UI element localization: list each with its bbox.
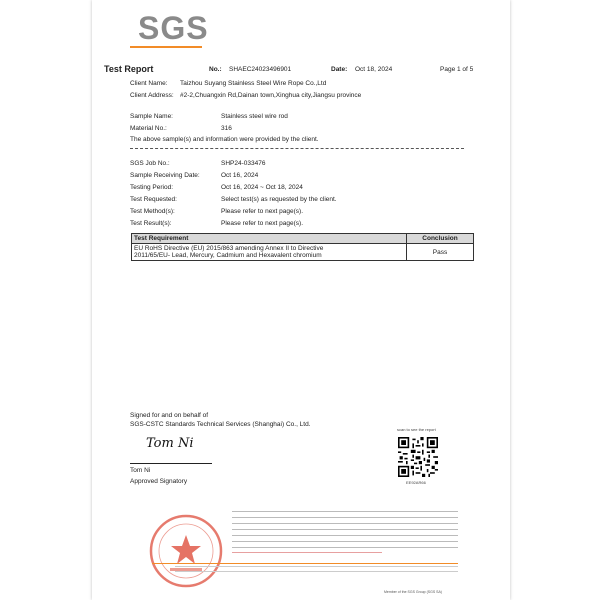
sample-name-label: Sample Name: bbox=[130, 113, 173, 120]
report-no-value: SHAEC24023496901 bbox=[229, 66, 292, 73]
company-seal-icon bbox=[148, 513, 224, 589]
requirement-cell bbox=[132, 244, 407, 261]
company-name: SGS-CSTC Standards Technical Services (Shanghai) Co., Ltd. bbox=[130, 421, 311, 428]
testing-period-value: Oct 16, 2024 ~ Oct 18, 2024 bbox=[221, 184, 303, 191]
requirement-line-2: 2011/65/EU- Lead, Mercury, Cadmium and Hexavalent chromium bbox=[134, 252, 322, 259]
report-date-label: Date: bbox=[331, 66, 348, 73]
footer-address-line bbox=[175, 571, 458, 572]
fine-print-line bbox=[232, 547, 458, 548]
job-no-value: SHP24-033476 bbox=[221, 160, 266, 167]
test-requested-value: Select test(s) as requested by the client. bbox=[221, 196, 337, 203]
page-number: Page 1 of 5 bbox=[440, 66, 474, 73]
table-header-row bbox=[132, 234, 474, 244]
sample-note: The above sample(s) and information were provided by the client. bbox=[130, 136, 319, 143]
table-header-requirement: Test Requirement bbox=[132, 234, 407, 244]
fine-print-line bbox=[232, 552, 382, 553]
sample-name-value: Stainless steel wire rod bbox=[221, 113, 288, 120]
test-method-value: Please refer to next page(s). bbox=[221, 208, 304, 215]
test-method-label: Test Method(s): bbox=[130, 208, 175, 215]
fine-print-line bbox=[232, 523, 458, 524]
table-header-conclusion: Conclusion bbox=[407, 234, 474, 244]
fine-print-line bbox=[232, 517, 458, 518]
qr-code-id: EE92AR66 bbox=[406, 480, 426, 485]
sgs-member-note: Member of the SGS Group (SGS SA) bbox=[384, 590, 442, 594]
report-title: Test Report bbox=[104, 64, 154, 74]
signed-on-behalf: Signed for and on behalf of bbox=[130, 412, 209, 419]
fine-print-line bbox=[232, 529, 458, 530]
client-name-value: Taizhou Suyang Stainless Steel Wire Rope Co.,Ltd bbox=[180, 80, 327, 87]
signatory-role: Approved Signatory bbox=[130, 478, 188, 485]
conclusion-cell: Pass bbox=[407, 244, 474, 261]
job-no-label: SGS Job No.: bbox=[130, 160, 170, 167]
material-no-label: Material No.: bbox=[130, 125, 167, 132]
fine-print-line bbox=[232, 535, 458, 536]
report-no-label: No.: bbox=[209, 66, 222, 73]
testing-period-label: Testing Period: bbox=[130, 184, 173, 191]
client-address-value: #2-2,Chuangxin Rd,Dainan town,Xinghua city,Jiangsu province bbox=[180, 92, 362, 99]
signatory-name: Tom Ni bbox=[130, 467, 151, 474]
fine-print-line bbox=[232, 511, 458, 512]
handwritten-signature: Tom Ni bbox=[146, 436, 194, 451]
report-date-value: Oct 18, 2024 bbox=[355, 66, 393, 73]
client-address-label: Client Address: bbox=[130, 92, 174, 99]
requirement-line-1: EU RoHS Directive (EU) 2015/863 amending Annex II to Directive bbox=[134, 245, 324, 252]
qr-code-icon[interactable] bbox=[398, 437, 438, 477]
receiving-date-value: Oct 16, 2024 bbox=[221, 172, 259, 179]
material-no-value: 316 bbox=[221, 125, 232, 132]
logo-underline bbox=[130, 46, 202, 48]
signature-line bbox=[130, 463, 212, 464]
test-requested-label: Test Requested: bbox=[130, 196, 177, 203]
test-requirement-table bbox=[131, 233, 474, 261]
receiving-date-label: Sample Receiving Date: bbox=[130, 172, 200, 179]
footer-rule bbox=[152, 563, 458, 564]
divider bbox=[130, 148, 464, 149]
client-name-label: Client Name: bbox=[130, 80, 168, 87]
sgs-logo: SGS bbox=[138, 10, 209, 46]
test-result-value: Please refer to next page(s). bbox=[221, 220, 304, 227]
footer-address-line bbox=[175, 566, 458, 567]
test-result-label: Test Result(s): bbox=[130, 220, 172, 227]
qr-caption: scan to see the report bbox=[397, 427, 436, 432]
fine-print-line bbox=[232, 541, 458, 542]
table-row bbox=[132, 244, 474, 261]
